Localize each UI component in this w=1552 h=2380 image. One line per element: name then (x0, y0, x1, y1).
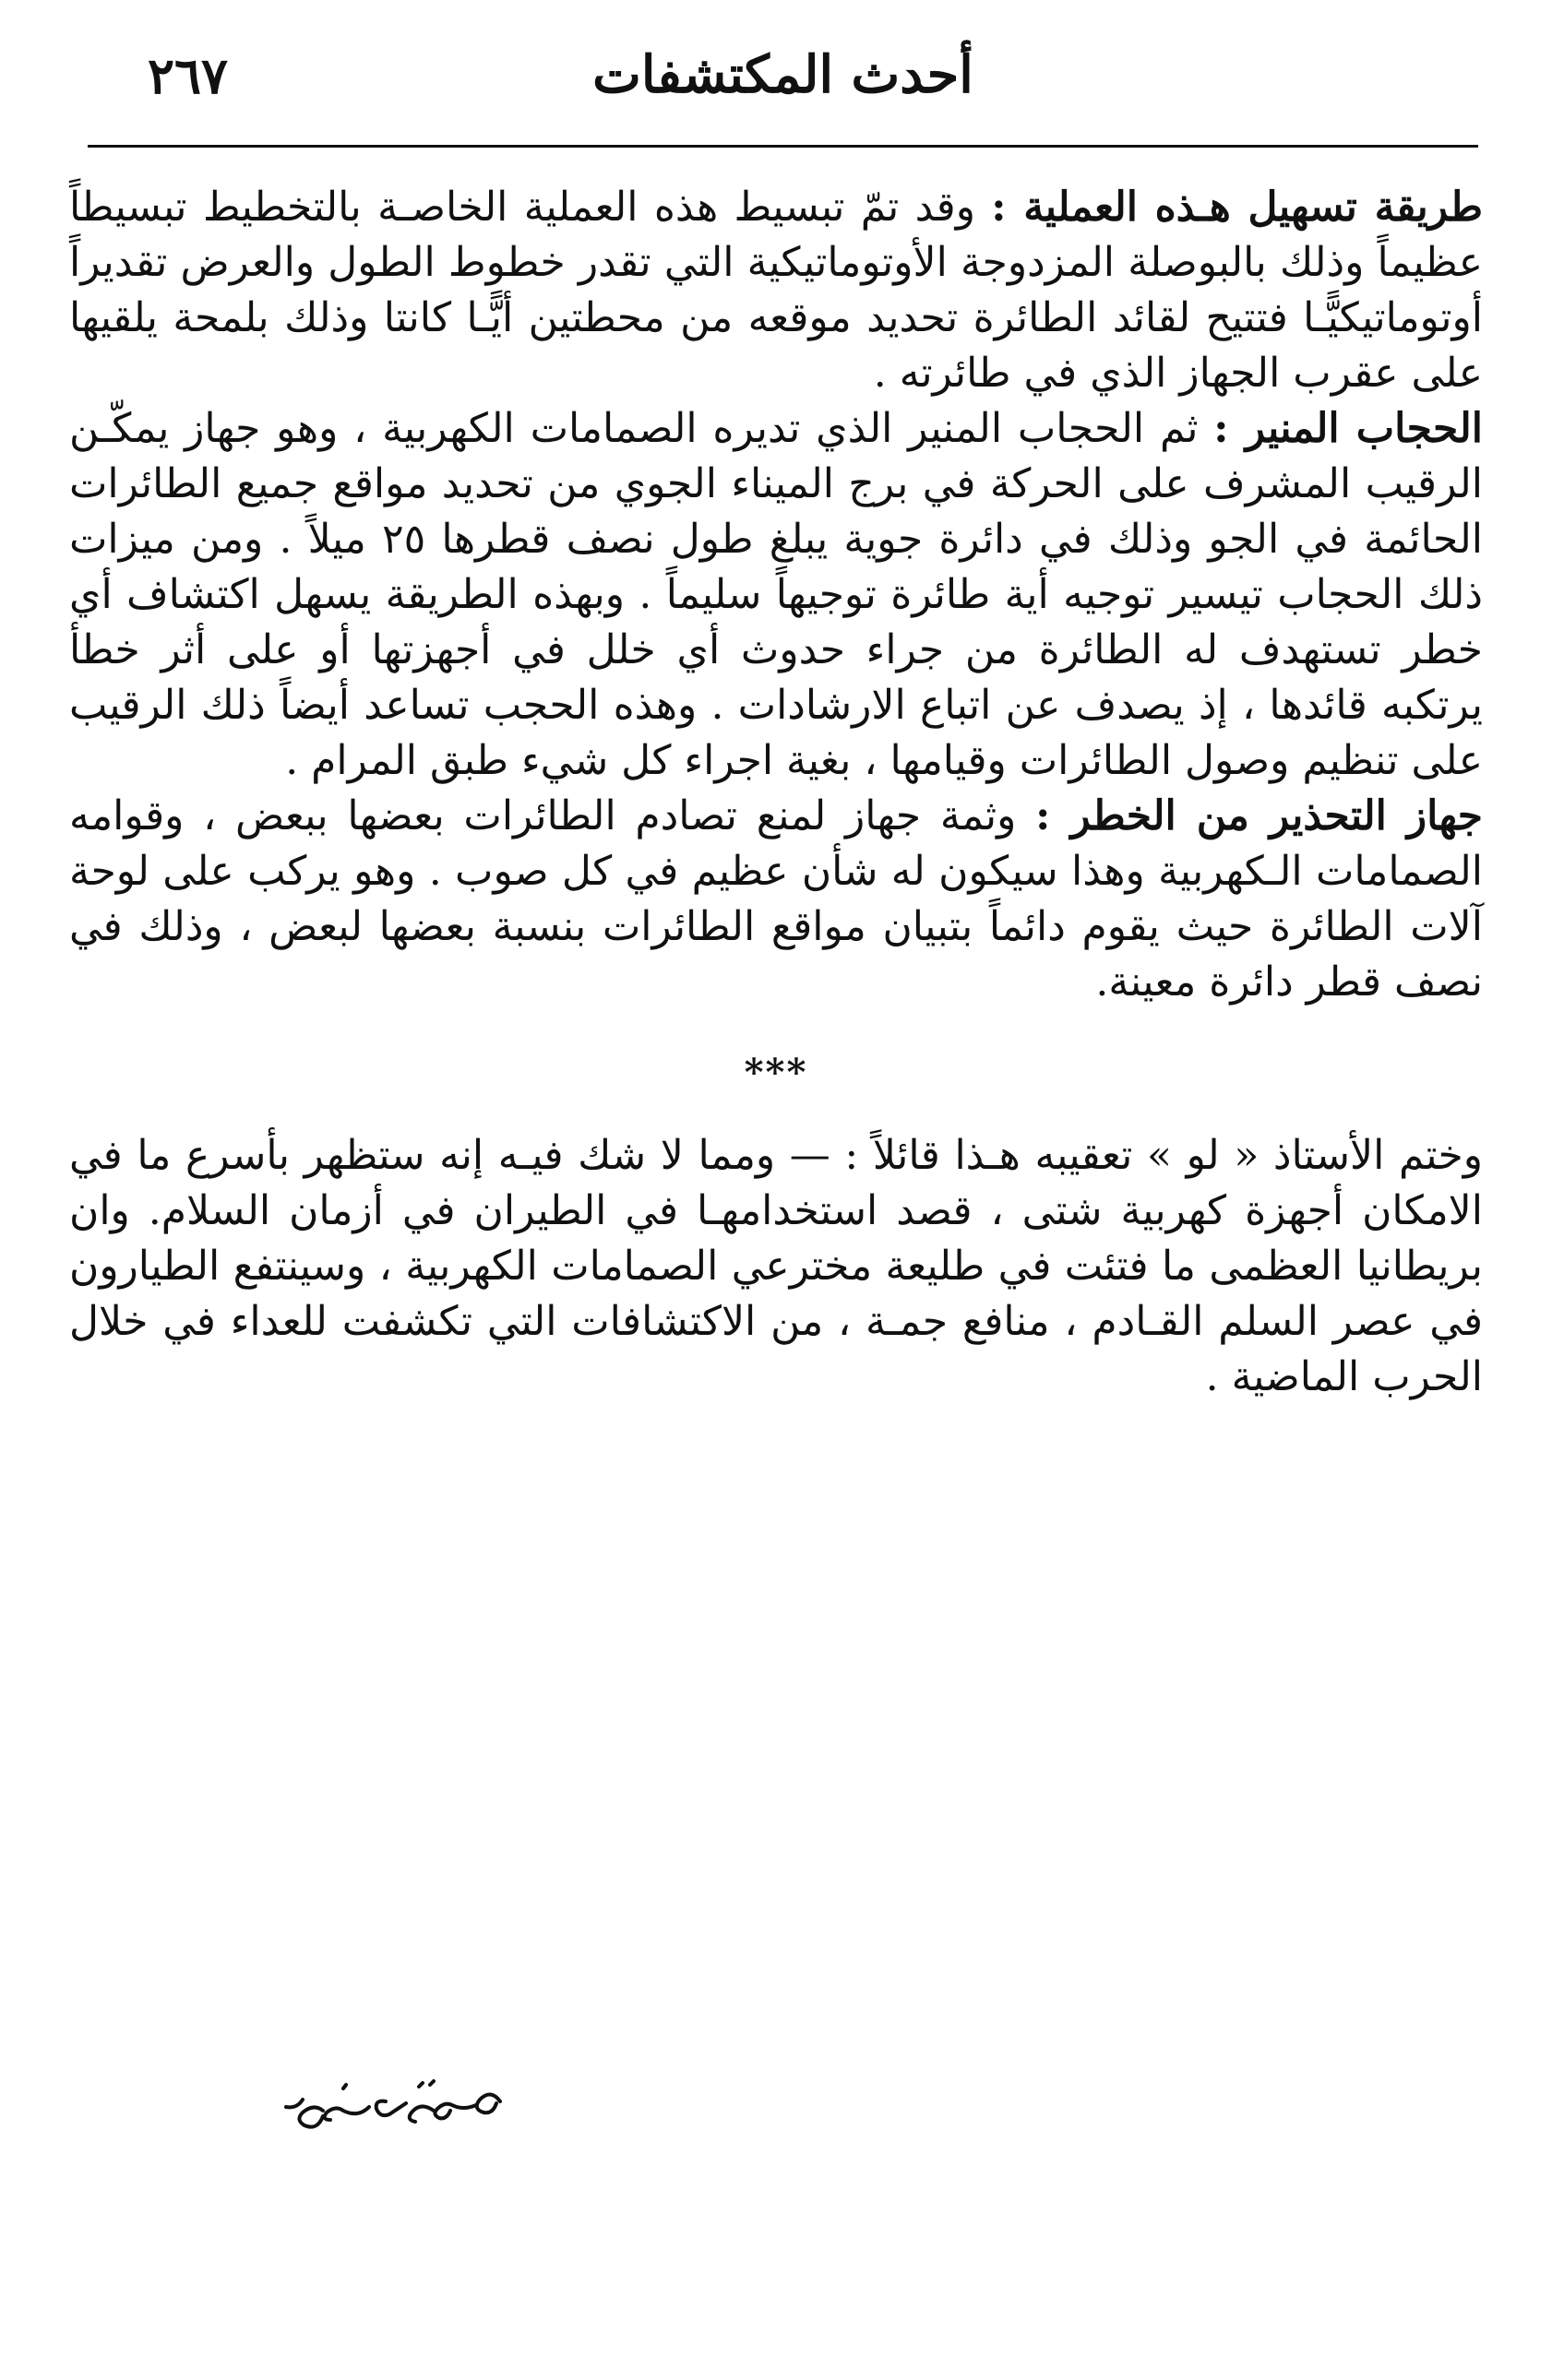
paragraph-simplification (69, 180, 1483, 401)
header-rule (88, 145, 1478, 148)
section-separator: *** (744, 1051, 808, 1094)
paragraph-text: وقد تمّ تبسيط هذه العملية الخاصـة بالتخطيط تبسيطاً عظيماً وذلك بالبوصلة المزدوجة الأوتوماتيكية التي تقدر خطوط الطول والعرض تقديراً أوتوماتيكيًّـا فتتيح لقائد الطائرة تحديد موقعه من محطتين أيًّـا كانتا وذلك بلمحة يلقيها على عقرب الجهاز الذي في طائرته . (69, 184, 1483, 397)
paragraph-lead: طريقة تسهيل هـذه العملية : (991, 184, 1483, 231)
paragraph-text: وثمة جهاز لمنع تصادم الطائرات بعضها ببعض ، وقوامه الصمامات الـكهربية وهذا سيكون له شأن عظيم في كل صوب . وهو يركب على لوحة آلات الطائرة حيث يقوم دائماً بتبيان مواقع الطائرات بنسبة بعضها لبعض ، وذلك في نصف قطر دائرة معينة. (69, 792, 1483, 1006)
handwritten-signature (258, 2057, 535, 2140)
running-title: أحدث المكتشفات (592, 44, 973, 105)
paragraph-text: ثم الحجاب المنير الذي تديره الصمامات الكهربية ، وهو جهاز يمكّـن الرقيب المشرف على الحركة في برج الميناء الجوي من تحديد مواقع جميع الطائرات الحائمة في الجو وذلك في دائرة جوية يبلغ طول نصف قطرها ٢٥ ميلاً . ومن ميزات ذلك الحجاب تيسير توجيه أية طائرة توجيهاً سليماً . وبهذه الطريقة يسهل اكتشاف أي خطر تستهدف له الطائرة من جراء حدوث أي خلل في أجهزتها أو على أثر خطأ يرتكبه قائدها ، إذ يصدف عن اتباع الارشادات . وهذه الحجب تساعد أيضاً ذلك الرقيب على تنظيم وصول الطائرات وقيامها ، بغية اجراء كل شيء طبق المرام . (69, 405, 1483, 784)
paragraph-illuminated-screen (69, 401, 1483, 789)
page-number: ٢٦٧ (148, 46, 229, 105)
page-header (88, 37, 1478, 138)
paragraph-lead: الحجاب المنير : (1213, 405, 1484, 452)
paragraph-closing: وختم الأستاذ « لو » تعقيبه هـذا قائلاً : — ومما لا شك فيـه إنه ستظهر بأسرع ما في الامكان أجهزة كهربية شتى ، قصد استخدامهـا في الطيران في أزمان السلام. وان بريطانيا العظمى ما فتئت في طليعة مخترعي الصمامات الكهربية ، وسينتفع الطيارون في عصر السلم القـادم ، منافع جمـة ، من الاكتشافات التي تكشفت للعداء في خلال الحرب الماضية . (69, 1132, 1483, 1400)
paragraph-danger-warning (69, 789, 1483, 1010)
paragraph-lead: جهاز التحذير من الخطر : (1035, 792, 1484, 839)
article-body (69, 180, 1483, 1405)
